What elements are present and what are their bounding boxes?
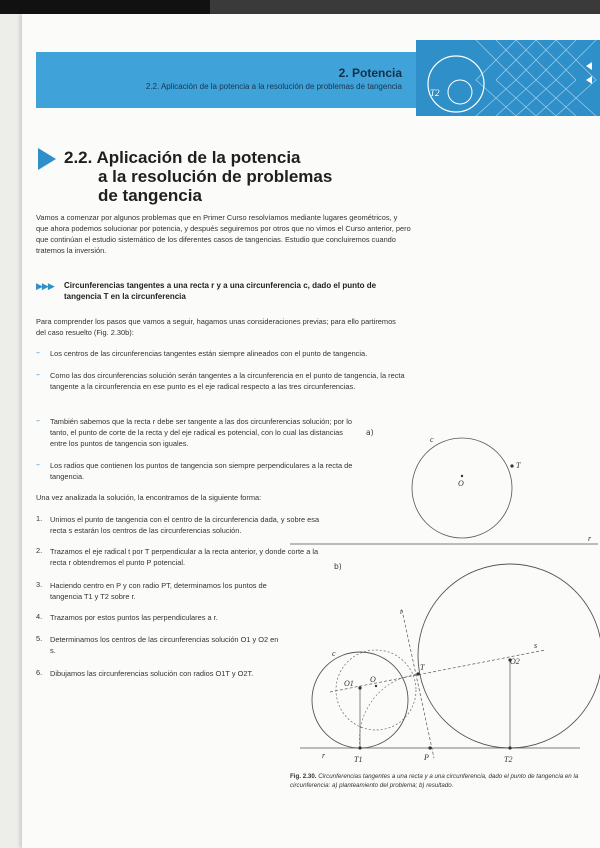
step-text: Dibujamos las circunferencias solución con radios O1T y O2T. [50, 669, 254, 678]
point-T-a [510, 464, 513, 467]
bullet-dash-icon: – [36, 416, 40, 425]
arc-PT [359, 674, 418, 748]
triple-arrow-icon: ▶▶▶ [36, 282, 54, 292]
label-T-b: T [420, 663, 425, 672]
deco-label: T2 [430, 88, 440, 98]
circle-c-a [412, 438, 512, 538]
label-c-a: c [430, 435, 434, 444]
figure-a [290, 435, 598, 544]
label-s: s [534, 641, 538, 650]
figure-b [300, 564, 600, 764]
bullet-text: Como las dos circunferencias solución serán tangentes a la circunferencia en el punto de tangencia, la recta tangente a la circunferencia en ese punto es el eje radical respecto a las tres circunferencias. [50, 371, 405, 391]
label-T1: T1 [354, 755, 363, 764]
step-text: Trazamos el eje radical t por T perpendicular a la recta anterior, y donde corte a la recta r obtendremos el punto P potencial. [50, 547, 319, 567]
step-number: 2. [36, 546, 43, 555]
caption-text: Circunferencias tangentes a una recta y a una circunferencia, dado el punto de tangencia en la circunferencia: a) planteamiento del problema; b) resultado. [290, 773, 579, 789]
step-number: 1. [36, 514, 43, 523]
step-number: 3. [36, 580, 43, 589]
section-title-line-2: a la resolución de problemas [98, 167, 333, 186]
caption-number: Fig. 2.30. [290, 773, 317, 780]
step-text: Haciendo centro en P y con radio PT, determinamos los puntos de tangencia T1 y T2 sobre r. [50, 581, 267, 601]
then-paragraph: Una vez analizada la solución, la encontramos de la siguiente forma: [36, 493, 262, 502]
label-T-a: T [516, 461, 521, 470]
step-text: Determinamos los centros de las circunferencias solución O1 y O2 en s. [50, 635, 279, 655]
header-chapter: 2. Potencia [338, 66, 402, 80]
label-c-b: c [332, 649, 336, 658]
label-O2: O2 [510, 657, 520, 666]
bullet-dash-icon: – [36, 348, 40, 357]
line-t [402, 610, 434, 758]
point-T-b [416, 672, 419, 675]
bullet-dash-icon: – [36, 460, 40, 469]
label-O-a: O [458, 479, 464, 488]
intro-paragraph: Vamos a comenzar por algunos problemas que en Primer Curso resolvíamos mediante lugares geométricos, y que ahora podemos solucionar por potencia, y después seguiremos por otros que no vimos el Curso anterior, pero que continúan el estudio sistemático de los diferentes casos de tangencias. Estudio que concluiremos cuando tratemos la inversión. [36, 213, 411, 255]
point-O-a [461, 475, 463, 477]
step-text: Unimos el punto de tangencia con el centro de la circunferencia dada, y sobre esa recta s estarán los centros de las circunferencias solución. [50, 515, 320, 535]
step-number: 4. [36, 612, 43, 621]
step-text: Trazamos por estos puntos las perpendiculares a r. [50, 613, 218, 622]
bullet-dash-icon: – [36, 370, 40, 379]
circle-c-b [336, 650, 416, 730]
label-O1: O1 [344, 679, 354, 688]
preamble-paragraph: Para comprender los pasos que vamos a seguir, hagamos unas consideraciones previas; para ello partiremos del caso resuelto (Fig. 2.30b): [36, 317, 396, 337]
figure-a-label: a) [366, 428, 374, 437]
section-title-line-3: de tangencia [98, 186, 202, 205]
bullet-text: Los radios que contienen los puntos de tangencia son siempre perpendiculares a la recta de tangencia. [50, 461, 353, 481]
label-r-b: r [322, 751, 326, 760]
bullet-text: Los centros de las circunferencias tangentes están siempre alineados con el punto de tangencia. [50, 349, 368, 358]
label-T2: T2 [504, 755, 513, 764]
label-t: t [400, 607, 403, 616]
subsection-title: Circunferencias tangentes a una recta r y a una circunferencia c, dado el punto de tangencia T en la circunferencia [64, 281, 377, 301]
point-O-b [375, 685, 377, 687]
point-T2 [508, 746, 511, 749]
figure-b-label: b) [334, 562, 342, 571]
label-O-b: O [370, 675, 376, 684]
point-P [428, 746, 431, 749]
label-r-a: r [588, 534, 592, 543]
step-number: 6. [36, 668, 43, 677]
circle-O2 [418, 564, 600, 748]
bullet-text: También sabemos que la recta r debe ser tangente a las dos circunferencias solución; por lo tanto, el punto de corte de la recta y del eje radical es potencial, con lo cual las distancias entre los puntos de tangencia son iguales. [50, 417, 352, 448]
label-P: P [424, 753, 429, 762]
figure-caption [290, 772, 590, 790]
point-T1 [358, 746, 361, 749]
point-O1 [358, 686, 361, 689]
section-title-line-1: 2.2. Aplicación de la potencia [64, 148, 301, 167]
header-subtitle: 2.2. Aplicación de la potencia a la resolución de problemas de tangencia [145, 82, 402, 91]
step-number: 5. [36, 634, 43, 643]
